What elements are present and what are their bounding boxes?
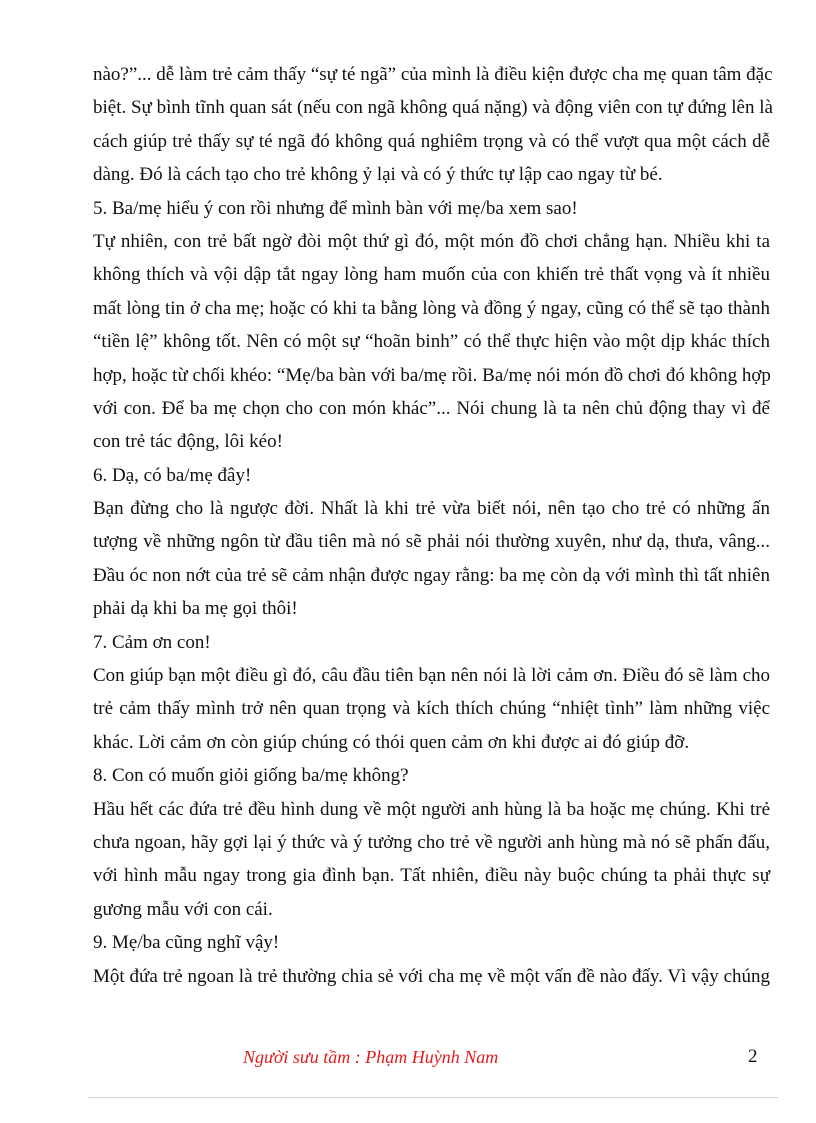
text-line: mất lòng tin ở cha mẹ; hoặc có khi ta bằng lòng và đồng ý ngay, cũng có thể sẽ tạo thành: [93, 297, 770, 319]
text-line: phải dạ khi ba mẹ gọi thôi!: [93, 598, 298, 620]
text-line: Một đứa trẻ ngoan là trẻ thường chia sẻ với cha mẹ về một vấn đề nào đấy. Vì vậy chúng: [93, 965, 770, 987]
text-line: Bạn đừng cho là ngược đời. Nhất là khi trẻ vừa biết nói, nên tạo cho trẻ có những ấn: [93, 498, 770, 520]
text-line: 7. Cảm ơn con!: [93, 631, 211, 653]
text-line: Con giúp bạn một điều gì đó, câu đầu tiên bạn nên nói là lời cảm ơn. Điều đó sẽ làm cho: [93, 665, 770, 687]
text-line: 5. Ba/mẹ hiểu ý con rồi nhưng để mình bàn với mẹ/ba xem sao!: [93, 197, 578, 219]
text-line: Đầu óc non nớt của trẻ sẽ cảm nhận được ngay rằng: ba mẹ còn dạ với mình thì tất nhiên: [93, 564, 770, 586]
text-line: với hình mẫu ngay trong gia đình bạn. Tất nhiên, điều này buộc chúng ta phải thực sự: [93, 865, 770, 887]
footer-signature: Người sưu tầm : Phạm Huỳnh Nam: [243, 1047, 499, 1067]
text-line: Tự nhiên, con trẻ bất ngờ đòi một thứ gì đó, một món đồ chơi chẳng hạn. Nhiều khi ta: [93, 230, 770, 252]
text-line: 6. Dạ, có ba/mẹ đây!: [93, 464, 252, 486]
text-line: trẻ cảm thấy mình trở nên quan trọng và kích thích chúng “nhiệt tình” làm những việc: [93, 698, 770, 720]
text-line: dàng. Đó là cách tạo cho trẻ không ỷ lại và có ý thức tự lập cao ngay từ bé.: [93, 164, 663, 186]
text-line: cách giúp trẻ thấy sự té ngã đó không quá nghiêm trọng và có thể vượt qua một cách dễ: [93, 130, 770, 152]
page-number: 2: [748, 1046, 758, 1067]
text-line: Hầu hết các đứa trẻ đều hình dung về một người anh hùng là ba hoặc mẹ chúng. Khi trẻ: [93, 798, 770, 820]
text-line: gương mẫu với con cái.: [93, 898, 273, 920]
text-line: con trẻ tác động, lôi kéo!: [93, 431, 283, 453]
text-line: 9. Mẹ/ba cũng nghĩ vậy!: [93, 932, 280, 954]
text-line: chưa ngoan, hãy gợi lại ý thức và ý tưởng cho trẻ về người anh hùng mà nó sẽ phấn đấu,: [93, 831, 770, 853]
text-line: “tiền lệ” không tốt. Nên có một sự “hoãn binh” có thể thực hiện vào một dịp khác thích: [93, 331, 770, 353]
bottom-divider: [88, 1097, 778, 1098]
body-text: [93, 58, 773, 993]
text-line: không thích và vội dập tắt ngay lòng ham muốn của con khiến trẻ thất vọng và ít nhiều: [93, 264, 770, 286]
text-line: 8. Con có muốn giỏi giống ba/mẹ không?: [93, 765, 409, 787]
text-line: với con. Để ba mẹ chọn cho con món khác”... Nói chung là ta nên chủ động thay vì để: [93, 397, 770, 419]
text-line: khác. Lời cảm ơn còn giúp chúng có thói quen cảm ơn khi được ai đó giúp đỡ.: [93, 731, 690, 753]
text-line: nào?”... dễ làm trẻ cảm thấy “sự té ngã” của mình là điều kiện được cha mẹ quan tâm đặc: [93, 64, 773, 85]
text-line: tượng về những ngôn từ đầu tiên mà nó sẽ phải nói thường xuyên, như dạ, thưa, vâng...: [93, 531, 770, 553]
text-line: biệt. Sự bình tĩnh quan sát (nếu con ngã không quá nặng) và động viên con tự đứng lên là: [93, 97, 773, 119]
text-line: hợp, hoặc từ chối khéo: “Mẹ/ba bàn với ba/mẹ rồi. Ba/mẹ nói món đồ chơi đó không hợp: [93, 364, 771, 386]
